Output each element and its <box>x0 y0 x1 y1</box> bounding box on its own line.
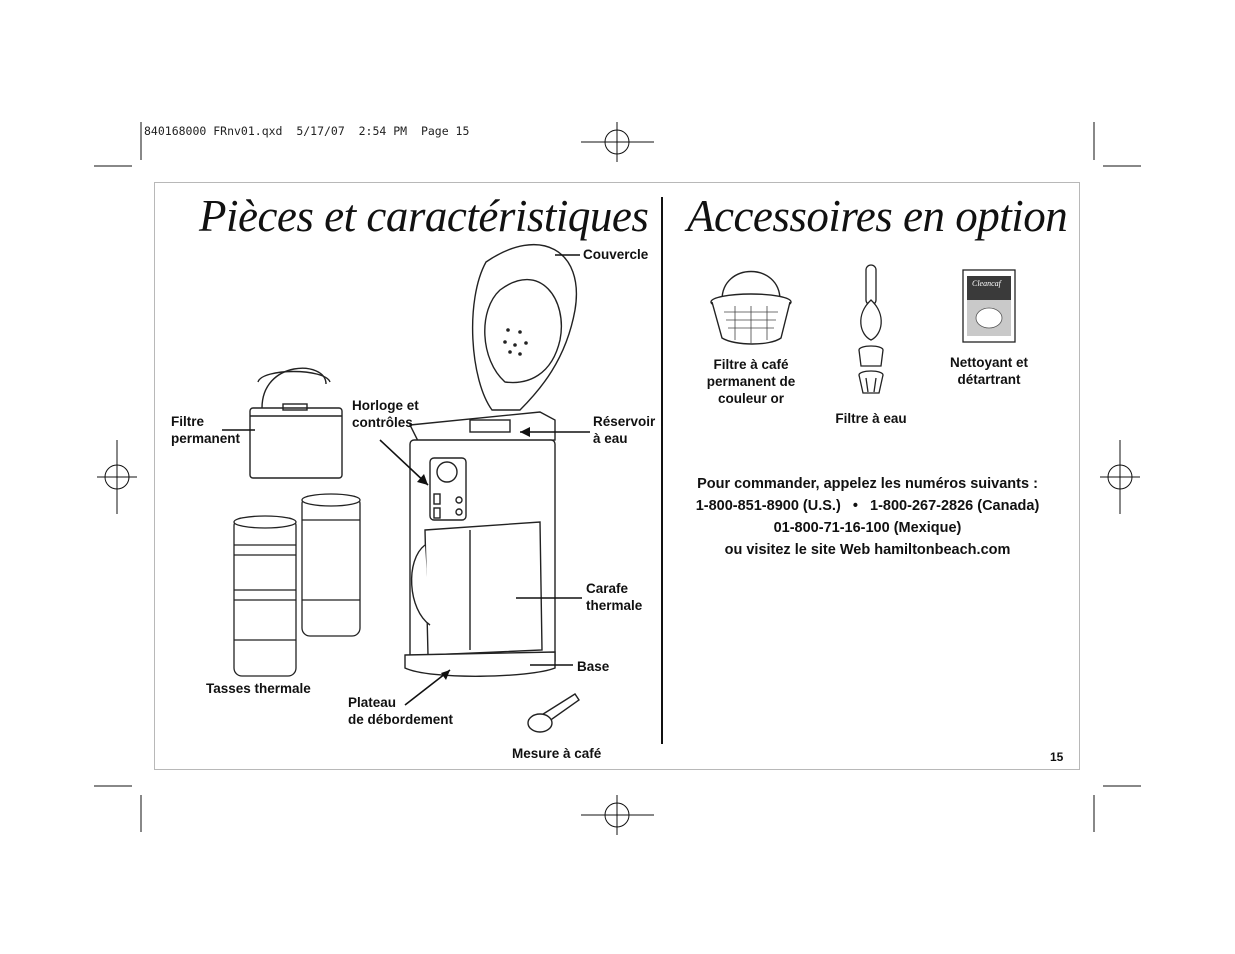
label-horloge: Horloge et contrôles <box>352 398 419 430</box>
coffee-maker-illustration <box>405 245 576 677</box>
order-line-2: 1-800-851-8900 (U.S.) • 1-800-267-2826 (Canada) <box>695 498 1040 514</box>
label-carafe: Carafe thermale <box>586 581 643 613</box>
order-line-4: ou visitez le site Web hamiltonbeach.com <box>724 542 1011 558</box>
order-line-1: Pour commander, appelez les numéros suivants : <box>697 476 1038 492</box>
print-slug: 840168000 FRnv01.qxd 5/17/07 2:54 PM Page 15 <box>144 124 470 138</box>
cleaner-brand-text: Cleancaf <box>972 279 1001 288</box>
page-number: 15 <box>1050 750 1064 764</box>
label-filtre-permanent: Filtre permanent <box>171 414 241 446</box>
label-couvercle: Couvercle <box>583 247 649 262</box>
label-plateau: Plateau de débordement <box>348 695 454 727</box>
label-base: Base <box>577 659 610 674</box>
water-filter-illustration <box>859 265 883 393</box>
left-title: Pièces et caractéristiques <box>199 191 649 241</box>
gold-filter-illustration <box>711 272 791 345</box>
order-info <box>670 473 1065 561</box>
label-filtre-eau: Filtre à eau <box>835 411 907 426</box>
thermal-cups-illustration <box>234 494 360 676</box>
label-tasses: Tasses thermale <box>206 681 311 696</box>
label-nettoyant: Nettoyant et détartrant <box>949 355 1028 387</box>
label-reservoir: Réservoir à eau <box>593 414 656 446</box>
label-mesure: Mesure à café <box>512 746 602 761</box>
coffee-scoop-illustration <box>528 694 579 732</box>
order-line-3: 01-800-71-16-100 (Mexique) <box>773 520 962 536</box>
right-title: Accessoires en option <box>687 191 1068 241</box>
permanent-filter-illustration <box>250 368 342 478</box>
label-filtre-cafe: Filtre à café permanent de couleur or <box>706 357 796 406</box>
cleaner-packet-illustration <box>963 270 1015 342</box>
